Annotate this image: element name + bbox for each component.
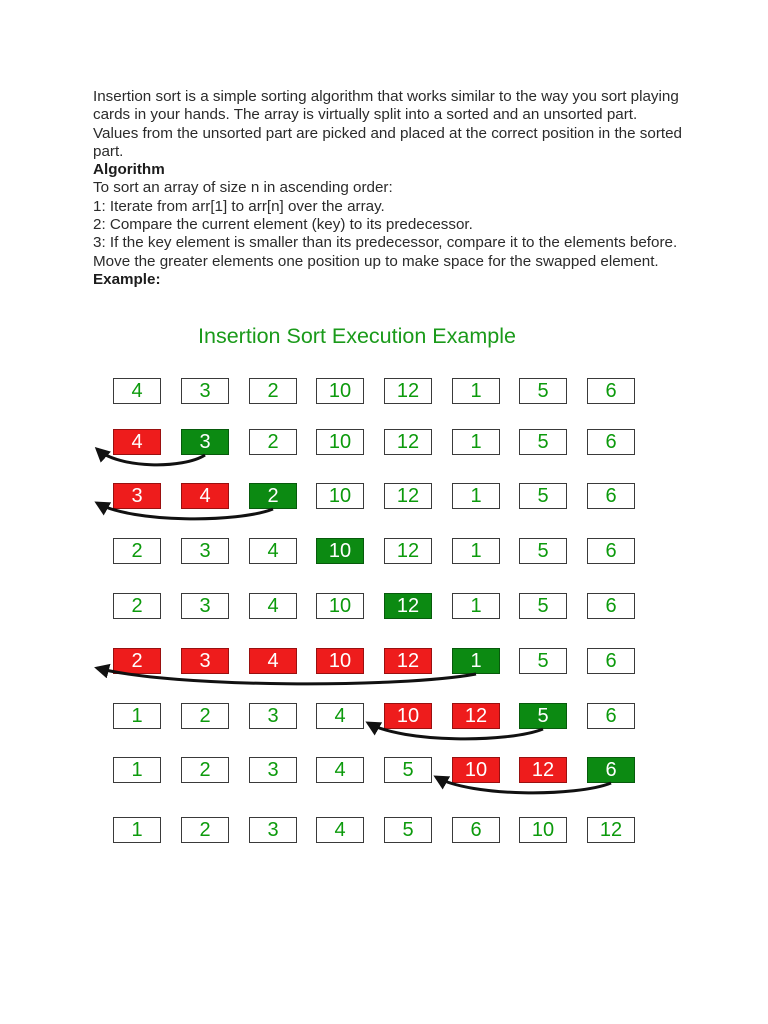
array-cell: 10 (452, 757, 500, 783)
array-cell: 6 (587, 538, 635, 564)
algorithm-step-2: 2: Compare the current element (key) to its predecessor. (93, 216, 473, 234)
array-cell: 2 (113, 593, 161, 619)
diagram-title: Insertion Sort Execution Example (198, 324, 516, 348)
array-cell: 12 (384, 483, 432, 509)
array-cell: 5 (519, 648, 567, 674)
array-cell: 2 (181, 703, 229, 729)
array-cell: 4 (316, 757, 364, 783)
array-cell: 2 (181, 817, 229, 843)
move-arrow (368, 723, 543, 739)
array-cell: 3 (181, 378, 229, 404)
array-cell: 1 (113, 757, 161, 783)
array-cell: 1 (452, 593, 500, 619)
array-cell: 6 (587, 429, 635, 455)
array-cell: 10 (316, 538, 364, 564)
algorithm-heading: Algorithm (93, 161, 165, 179)
array-cell: 12 (384, 378, 432, 404)
example-heading: Example: (93, 270, 161, 288)
array-cell: 5 (519, 483, 567, 509)
array-cell: 6 (587, 483, 635, 509)
array-cell: 5 (519, 378, 567, 404)
array-cell: 6 (587, 757, 635, 783)
array-cell: 10 (316, 483, 364, 509)
array-cell: 2 (181, 757, 229, 783)
array-cell: 3 (181, 429, 229, 455)
array-cell: 4 (316, 703, 364, 729)
array-cell: 1 (452, 538, 500, 564)
array-cell: 1 (452, 483, 500, 509)
array-cell: 3 (249, 703, 297, 729)
array-cell: 4 (113, 429, 161, 455)
array-cell: 6 (587, 378, 635, 404)
array-cell: 10 (316, 593, 364, 619)
array-cell: 1 (452, 429, 500, 455)
array-cell: 1 (113, 703, 161, 729)
array-cell: 4 (249, 538, 297, 564)
array-cell: 6 (587, 648, 635, 674)
move-arrow (97, 449, 205, 465)
move-arrow (97, 503, 273, 519)
array-cell: 12 (452, 703, 500, 729)
array-cell: 12 (519, 757, 567, 783)
array-cell: 12 (384, 593, 432, 619)
array-cell: 12 (384, 429, 432, 455)
intro-paragraph: Insertion sort is a simple sorting algorithm that works similar to the way you sort playing cards in your hands. The array is virtually split into a sorted and an unsorted part. Values from the unsorted part are picked and placed at the correct position in the sorted part. (93, 88, 682, 160)
array-cell: 6 (587, 703, 635, 729)
algorithm-intro: To sort an array of size n in ascending order: (93, 179, 393, 197)
array-cell: 4 (249, 593, 297, 619)
array-cell: 5 (384, 757, 432, 783)
array-cell: 12 (587, 817, 635, 843)
array-cell: 3 (113, 483, 161, 509)
array-cell: 1 (452, 378, 500, 404)
array-cell: 4 (249, 648, 297, 674)
array-cell: 3 (181, 593, 229, 619)
array-cell: 12 (384, 648, 432, 674)
array-cell: 10 (316, 648, 364, 674)
array-cell: 4 (316, 817, 364, 843)
array-cell: 12 (384, 538, 432, 564)
array-cell: 5 (519, 703, 567, 729)
array-cell: 2 (113, 538, 161, 564)
array-cell: 4 (181, 483, 229, 509)
array-cell: 2 (249, 429, 297, 455)
array-cell: 1 (452, 648, 500, 674)
array-cell: 3 (249, 757, 297, 783)
array-cell: 6 (587, 593, 635, 619)
array-cell: 2 (113, 648, 161, 674)
array-cell: 5 (519, 593, 567, 619)
move-arrow (436, 777, 611, 793)
algorithm-step-3: 3: If the key element is smaller than its predecessor, compare it to the elements before. Move the greater elements one position up to make space for the swapped element. (93, 234, 678, 270)
move-arrow (97, 668, 476, 684)
array-cell: 3 (181, 648, 229, 674)
array-cell: 5 (519, 429, 567, 455)
array-cell: 6 (452, 817, 500, 843)
array-cell: 10 (316, 378, 364, 404)
array-cell: 3 (181, 538, 229, 564)
array-cell: 3 (249, 817, 297, 843)
algorithm-step-1: 1: Iterate from arr[1] to arr[n] over the array. (93, 197, 385, 215)
array-cell: 1 (113, 817, 161, 843)
array-cell: 10 (384, 703, 432, 729)
array-cell: 5 (519, 538, 567, 564)
array-cell: 10 (519, 817, 567, 843)
array-cell: 2 (249, 378, 297, 404)
array-cell: 5 (384, 817, 432, 843)
array-cell: 2 (249, 483, 297, 509)
array-cell: 4 (113, 378, 161, 404)
array-cell: 10 (316, 429, 364, 455)
